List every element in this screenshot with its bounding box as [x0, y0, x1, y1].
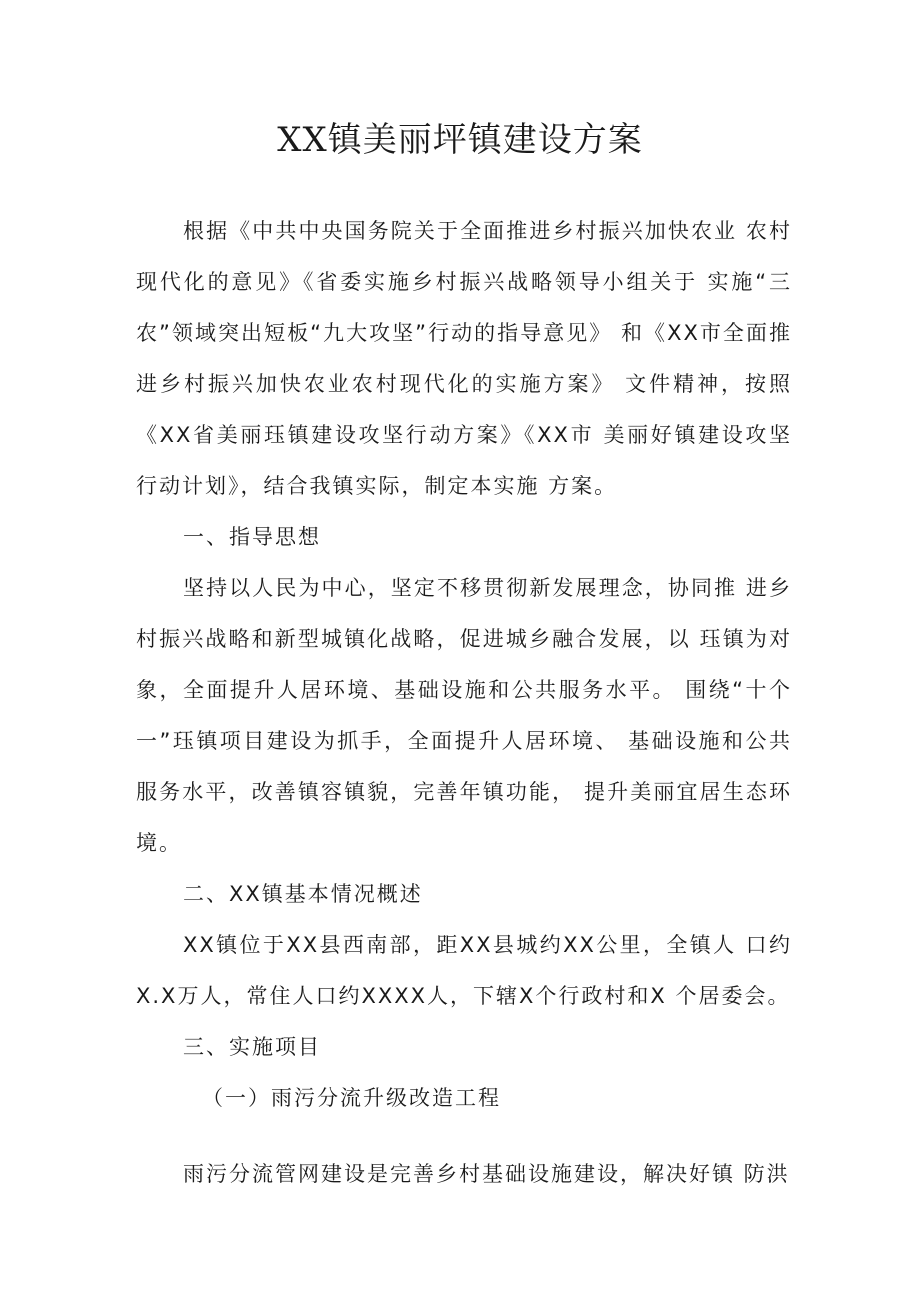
document-body — [136, 206, 792, 1200]
section-heading-projects: 三、实施项目 — [183, 1035, 321, 1059]
town-overview-paragraph: XX镇位于XX县西南部，距XX县城约XX公里，全镇人 口约X.X万人，常住人口约XXXX人，下辖X个行政村和X 个居委会。 — [136, 933, 792, 1008]
document-title: XX镇美丽坪镇建设方案 — [277, 120, 643, 160]
stormwater-paragraph: 雨污分流管网建设是完善乡村基础设施建设，解决好镇 防洪 — [183, 1162, 790, 1186]
intro-paragraph: 根据《中共中央国务院关于全面推进乡村振兴加快农业 农村现代化的意见》《省委实施乡村振兴战略领导小组关于 实施“三农”领域突出短板“九大攻坚”行动的指导意见》 和《XX市全面推进乡村振兴加快农业农村现代化的实施方案》 文件精神，按照《XX省美丽珏镇建设攻坚行动方案》《XX市 美丽好镇建设攻坚行动计划》，结合我镇实际，制定本实施 方案。 — [136, 219, 792, 498]
guiding-ideology-paragraph: 坚持以人民为中心，坚定不移贯彻新发展理念，协同推 进乡村振兴战略和新型城镇化战略，促进城乡融合发展，以 珏镇为对象，全面提升人居环境、基础设施和公共服务水平。 围绕“十个一”珏镇项目建设为抓手，全面提升人居环境、 基础设施和公共服务水平，改善镇容镇貌，完善年镇功能， 提升美丽宜居生态环境。 — [136, 576, 792, 855]
section-heading-town-overview: 二、XX镇基本情况概述 — [183, 882, 423, 906]
subsection-heading-stormwater: （一）雨污分流升级改造工程 — [202, 1086, 501, 1110]
section-heading-guiding-ideology: 一、指导思想 — [183, 525, 321, 549]
